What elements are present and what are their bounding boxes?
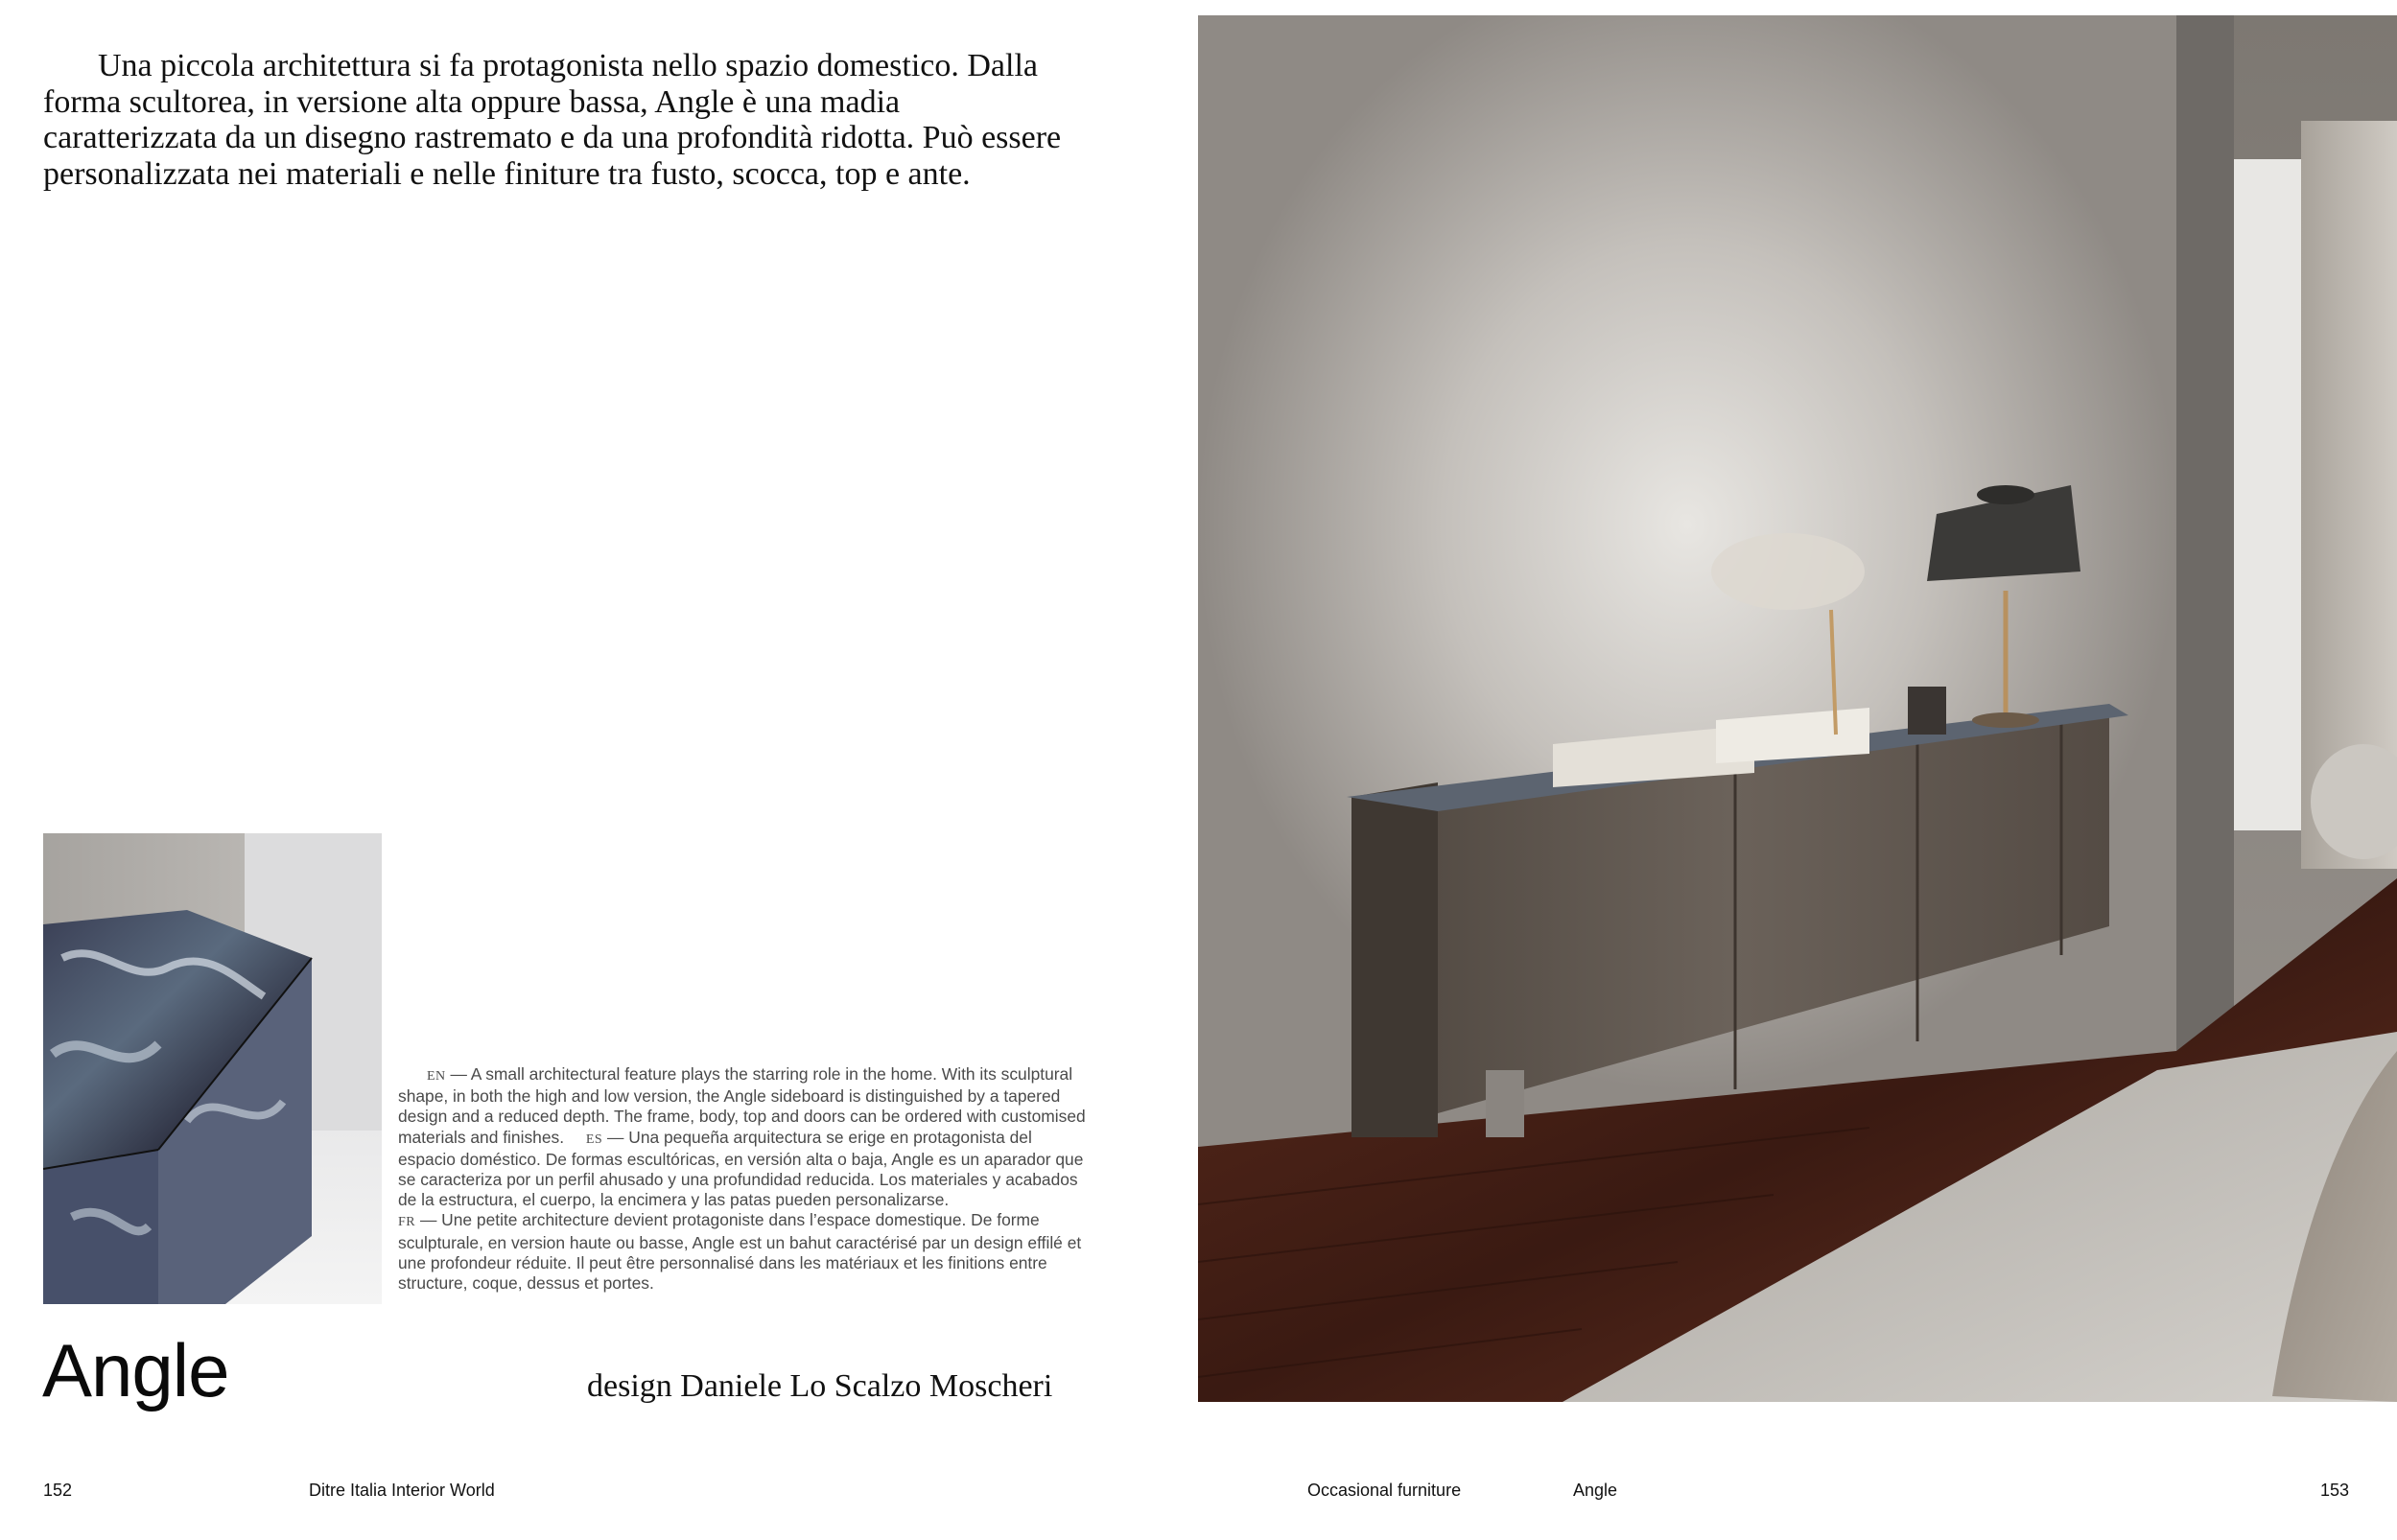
publication-name: Ditre Italia Interior World: [309, 1481, 495, 1500]
lang-tag-es: ES: [585, 1132, 603, 1147]
sideboard-detail-photo: [43, 833, 382, 1304]
multilingual-description: [398, 1064, 1089, 1294]
section-name: Occasional furniture: [1307, 1481, 1462, 1500]
lang-tag-en: EN: [427, 1069, 446, 1084]
sideboard-interior-image: [1198, 15, 2397, 1402]
designer-credit: design Daniele Lo Scalzo Moscheri: [587, 1368, 1053, 1404]
page-number-right: 153: [2320, 1481, 2350, 1500]
description-es: — Una pequeña arquitectura se erige en protagonista del espacio doméstico. De formas escultóricas, en versión alta o baja, Angle es un aparador que se caracteriza por un perfil ahusado y una profundidad reducida. Los materiales y acabados de la estructura, el cuerpo, la encimera y las patas pueden personalizarse.: [398, 1127, 1084, 1210]
description-en: — A small architectural feature plays the starring role in the home. With its sculptural shape, in both the high and low version, the Angle sideboard is distinguished by a tapered design and a reduced depth. The frame, body, top and doors can be ordered with customised materials and finishes.: [398, 1064, 1086, 1147]
sideboard-detail-image: [43, 833, 382, 1304]
product-title: Angle: [42, 1328, 229, 1412]
page-number-left: 152: [43, 1481, 73, 1500]
description-fr: — Une petite architecture devient protagoniste dans l’espace domestique. De forme sculpturale, en version haute ou basse, Angle est un bahut caractérisé par un design effilé et une profondeur réduite. Il peut être personnalisé dans les matériaux et les finitions entre structure, coque, dessus et portes.: [398, 1210, 1082, 1294]
lang-tag-fr: FR: [398, 1215, 416, 1230]
product-name-footer: Angle: [1573, 1481, 1618, 1500]
intro-text: Una piccola architettura si fa protagonista nello spazio domestico. Dalla forma scultorea, in versione alta oppure bassa, Angle è una madia caratterizzata da un disegno rastremato e da una profondità ridotta. Può essere personalizzata nei materiali e nelle finiture tra fusto, scocca, top e ante.: [43, 48, 1062, 192]
interior-photo: [1198, 15, 2397, 1402]
